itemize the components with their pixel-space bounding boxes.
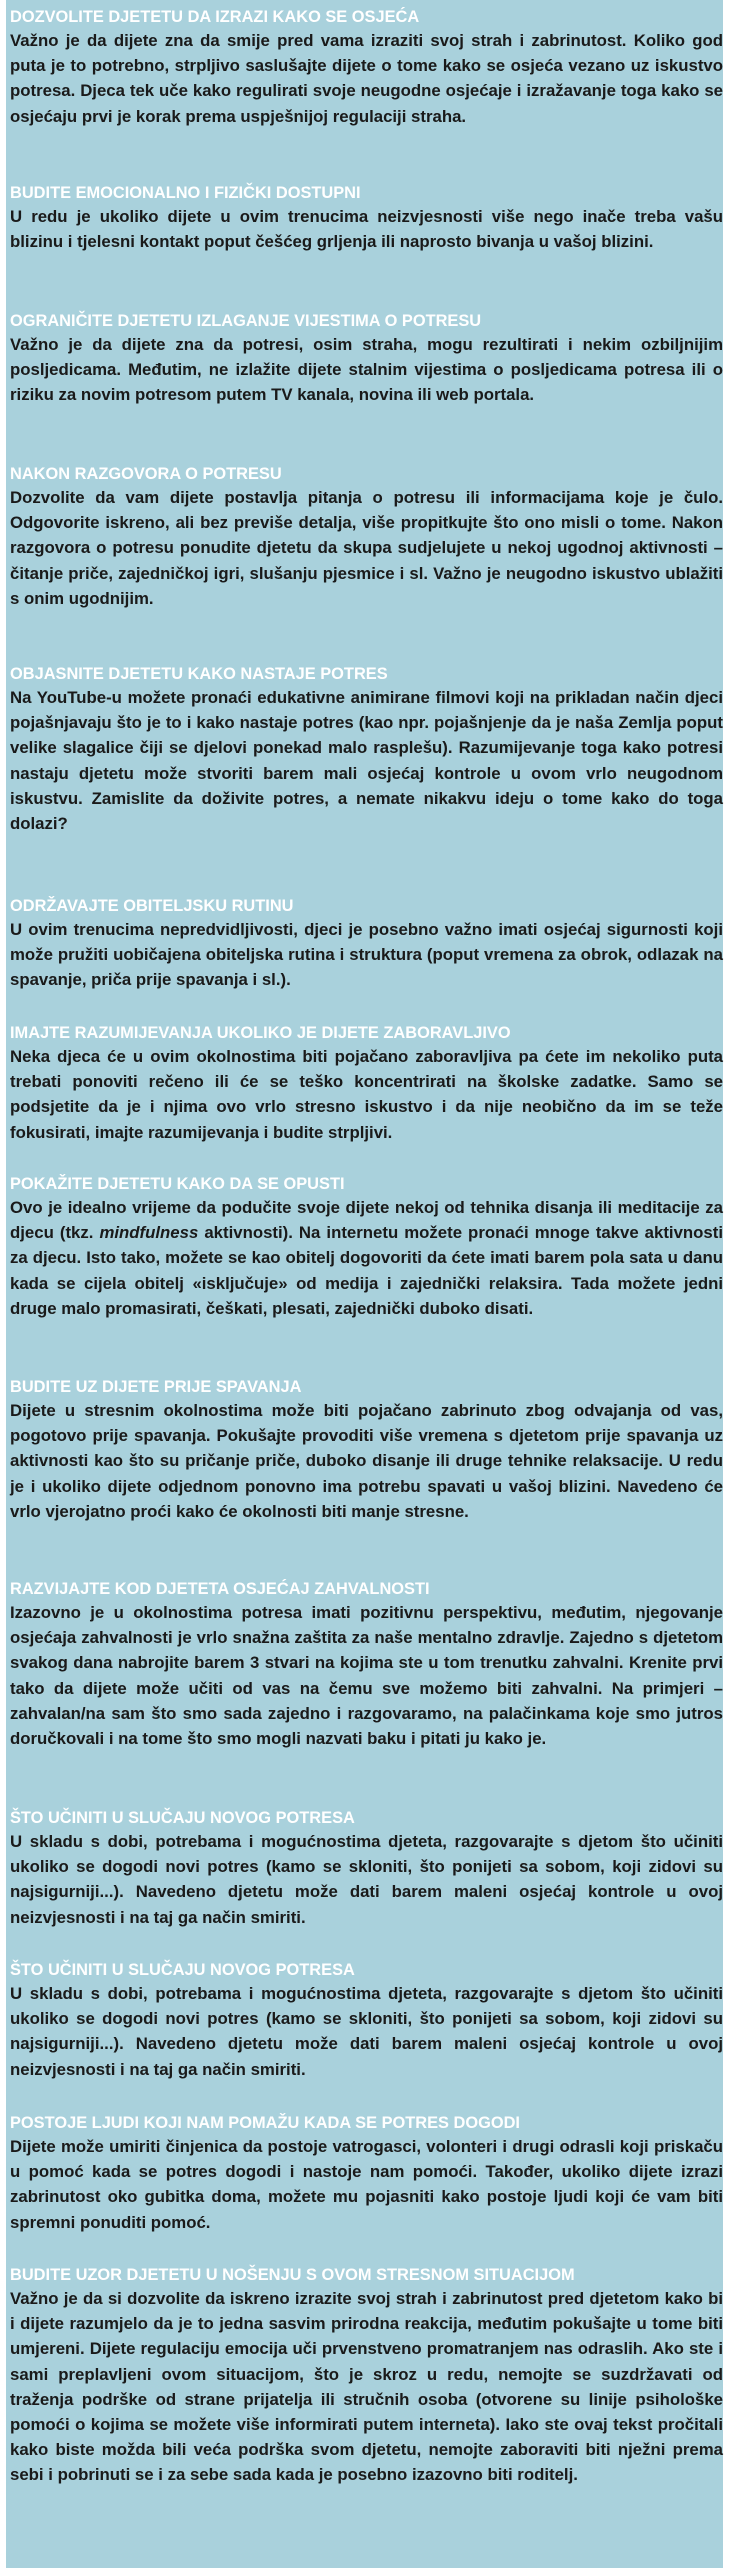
section-body: U ovim trenucima nepredvidljivosti, djeci je posebno važno imati osjećaj sigurnosti koji može pružiti uobičajena obiteljska rutina i struktura (poput vremena za obrok, odlazak na spavanje, priča prije spavanja i sl.). bbox=[10, 920, 723, 990]
section-relaxation bbox=[8, 1173, 723, 1321]
section-body: U skladu s dobi, potrebama i mogućnostima djeteta, razgovarajte s djetom što učiniti ukoliko se dogodi novi potres (kamo se skloniti, što ponijeti sa sobom, koji zidovi su najsigurniji...). Navedeno djetetu može dati barem maleni osjećaj kontrole u ovoj neizvjesnosti i na taj ga način smiriti. bbox=[10, 1832, 723, 1927]
section-title: ODRŽAVAJTE OBITELJSKU RUTINU bbox=[10, 897, 294, 915]
section-be-available bbox=[8, 182, 723, 254]
section-body bbox=[8, 1195, 723, 1321]
section-title: RAZVIJAJTE KOD DJETETA OSJEĆAJ ZAHVALNOSTI bbox=[10, 1580, 430, 1598]
section-title: BUDITE UZ DIJETE PRIJE SPAVANJA bbox=[10, 1378, 302, 1396]
section-body: Dozvolite da vam dijete postavlja pitanja o potresu ili informacijama koje je čulo. Odgovorite iskreno, ali bez previše detalja, više propitkujte što ono misli o tome. Nakon razgovora o potresu ponudite djetetu da skupa sudjelujete u nekoj ugodnoj aktivnosti – čitanje priče, zajedničkoj igri, slušanju pjesmice i sl. Važno je neugodno iskustvo ublažiti s onim ugodnijim. bbox=[10, 488, 723, 608]
section-title: IMAJTE RAZUMIJEVANJA UKOLIKO JE DIJETE ZABORAVLJIVO bbox=[10, 1024, 511, 1042]
section-title: BUDITE UZOR DJETETU U NOŠENJU S OVOM STRESNOM SITUACIJOM bbox=[10, 2266, 575, 2284]
body-text-italic: mindfulness bbox=[99, 1223, 199, 1243]
section-title: OBJASNITE DJETETU KAKO NASTAJE POTRES bbox=[10, 665, 388, 683]
section-role-model bbox=[8, 2264, 723, 2488]
section-new-earthquake-repeat bbox=[8, 1959, 723, 2082]
section-new-earthquake bbox=[8, 1807, 723, 1930]
section-title: NAKON RAZGOVORA O POTRESU bbox=[10, 465, 282, 483]
section-body: Važno je da dijete zna da smije pred vama izraziti svoj strah i zabrinutost. Koliko god puta je to potrebno, strpljivo saslušajte dijete o tome kako se osjeća vezano uz iskustvo potresa. Djeca tek uče kako regulirati svoje neugodne osjećaje i izražavanje toga kako se osjećaju prvi je korak prema uspješnijoj regulaciji straha. bbox=[10, 31, 723, 126]
section-title: POSTOJE LJUDI KOJI NAM POMAŽU KADA SE POTRES DOGODI bbox=[10, 2114, 520, 2132]
section-body: Dijete može umiriti činjenica da postoje vatrogasci, volonteri i drugi odrasli koji priskaču u pomoć kada se potres dogodi i nastoje nam pomoći. Također, ukoliko dijete izrazi zabrinutost oko gubitka doma, možete mu pojasniti kako postoje ljudi koji će vam biti spremni ponuditi pomoć. bbox=[10, 2137, 723, 2232]
section-bedtime bbox=[8, 1376, 723, 1524]
section-title: OGRANIČITE DJETETU IZLAGANJE VIJESTIMA O POTRESU bbox=[10, 312, 482, 330]
section-body: Neka djeca će u ovim okolnostima biti pojačano zaboravljiva pa ćete im nekoliko puta trebati ponoviti rečeno ili će se teško koncentrirati na školske zadatke. Samo se podsjetite da je i njima ovo vrlo stresno iskustvo i da nije neobično da im se teže fokusirati, imajte razumijevanja i budite strpljivi. bbox=[10, 1047, 723, 1142]
section-explain-earthquake bbox=[8, 663, 723, 836]
section-title: DOZVOLITE DJETETU DA IZRAZI KAKO SE OSJEĆA bbox=[10, 8, 420, 26]
section-forgetful-child bbox=[8, 1022, 723, 1145]
section-limit-news bbox=[8, 310, 723, 408]
section-after-conversation bbox=[8, 463, 723, 611]
section-body: Važno je da si dozvolite da iskreno izrazite svoj strah i zabrinutost pred djetetom kako bi i dijete razumjelo da je to jedna sasvim prirodna reakcija, međutim pokušajte u tome biti umjereni. Dijete regulaciju emocija uči prvenstveno promatranjem nas odraslih. Ako ste i sami preplavljeni ovom situacijom, što je skroz u redu, nemojte se suzdržavati od traženja podrške od strane prijatelja ili stručnih osoba (otvorene su linije psihološke pomoći o kojima se možete više informirati putem interneta). Iako ste ovaj tekst pročitali kako biste možda bili veća podrška svom djetetu, nemojte zaboraviti biti nježni prema sebi i pobrinuti se i za sebe sada kada je posebno izazovno biti roditelj. bbox=[10, 2289, 723, 2485]
body-text-end: aktivnosti). Na internetu možete pronaći mnoge takve aktivnosti za djecu. Isto tako, možete se kao obitelj dogovoriti da ćete imati barem pola sata u danu kada se cijela obitelj «isključuje» od medija i zajednički relaksira. Tada možete jedni druge malo promasirati, češkati, plesati, zajednički duboko disati. bbox=[10, 1223, 724, 1318]
section-family-routine bbox=[8, 895, 723, 993]
section-body: U skladu s dobi, potrebama i mogućnostima djeteta, razgovarajte s djetom što učiniti ukoliko se dogodi novi potres (kamo se skloniti, što ponijeti sa sobom, koji zidovi su najsigurniji...). Navedeno djetetu može dati barem maleni osjećaj kontrole u ovoj neizvjesnosti i na taj ga način smiriti. bbox=[10, 1984, 723, 2079]
section-title: BUDITE EMOCIONALNO I FIZIČKI DOSTUPNI bbox=[10, 184, 361, 202]
section-helpers bbox=[8, 2112, 723, 2235]
section-body: U redu je ukoliko dijete u ovim trenucima neizvjesnosti više nego inače treba vašu blizinu i tjelesni kontakt poput češćeg grljenja ili naprosto bivanja u vašoj blizini. bbox=[10, 207, 723, 252]
section-title: ŠTO UČINITI U SLUČAJU NOVOG POTRESA bbox=[10, 1961, 355, 1979]
section-body: Na YouTube-u možete pronaći edukativne animirane filmovi koji na prikladan način djeci pojašnjavaju što je to i kako nastaje potres (kao npr. pojašnjenje da je naša Zemlja poput velike slagalice čiji se djelovi ponekad malo rasplešu). Razumijevanje toga kako potresi nastaju djetetu može stvoriti barem mali osjećaj kontrole u ovom vrlo neugodnom iskustvu. Zamislite da doživite potres, a nemate nikakvu ideju o tome kako do toga dolazi? bbox=[10, 688, 723, 834]
section-body: Izazovno je u okolnostima potresa imati pozitivnu perspektivu, međutim, njegovanje osjećaja zahvalnosti je vrlo snažna zaštita za naše mentalno zdravlje. Zajedno s djetetom svakog dana nabrojite barem 3 stvari na kojima ste u tom trenutku zahvalni. Krenite prvi tako da dijete može učiti od vas na čemu sve možemo biti zahvalni. Na primjeri – zahvalan/na sam što smo sada zajedno i razgovaramo, na palačinkama koje smo jutros doručkovali i na tome što smo mogli nazvati baku i pitati ju kako je. bbox=[10, 1603, 723, 1749]
section-title: POKAŽITE DJETETU KAKO DA SE OPUSTI bbox=[10, 1175, 345, 1193]
section-title: ŠTO UČINITI U SLUČAJU NOVOG POTRESA bbox=[10, 1809, 355, 1827]
section-body: Dijete u stresnim okolnostima može biti pojačano zabrinuto zbog odvajanja od vas, pogotovo prije spavanja. Pokušajte provoditi više vremena s djetetom prije spavanja uz aktivnosti kao što su pričanje priče, duboko disanje ili druge tehnike relaksacije. U redu je i ukoliko dijete odjednom ponovno ima potrebu spavati u vašoj blizini. Navedeno će vrlo vjerojatno proći kako će okolnosti biti manje stresne. bbox=[10, 1401, 723, 1521]
section-express-feelings bbox=[8, 6, 723, 129]
body-text-start: Ovo je idealno vrijeme da podučite svoje dijete nekoj od tehnika disanja ili meditacije za djecu (tkz. bbox=[10, 1198, 723, 1243]
section-gratitude bbox=[8, 1578, 723, 1751]
section-body: Važno je da dijete zna da potresi, osim straha, mogu rezultirati i nekim ozbiljnijim posljedicama. Međutim, ne izlažite dijete stalnim vijestima o posljedicama potresa ili o riziku za novim potresom putem TV kanala, novina ili web portala. bbox=[10, 335, 723, 405]
